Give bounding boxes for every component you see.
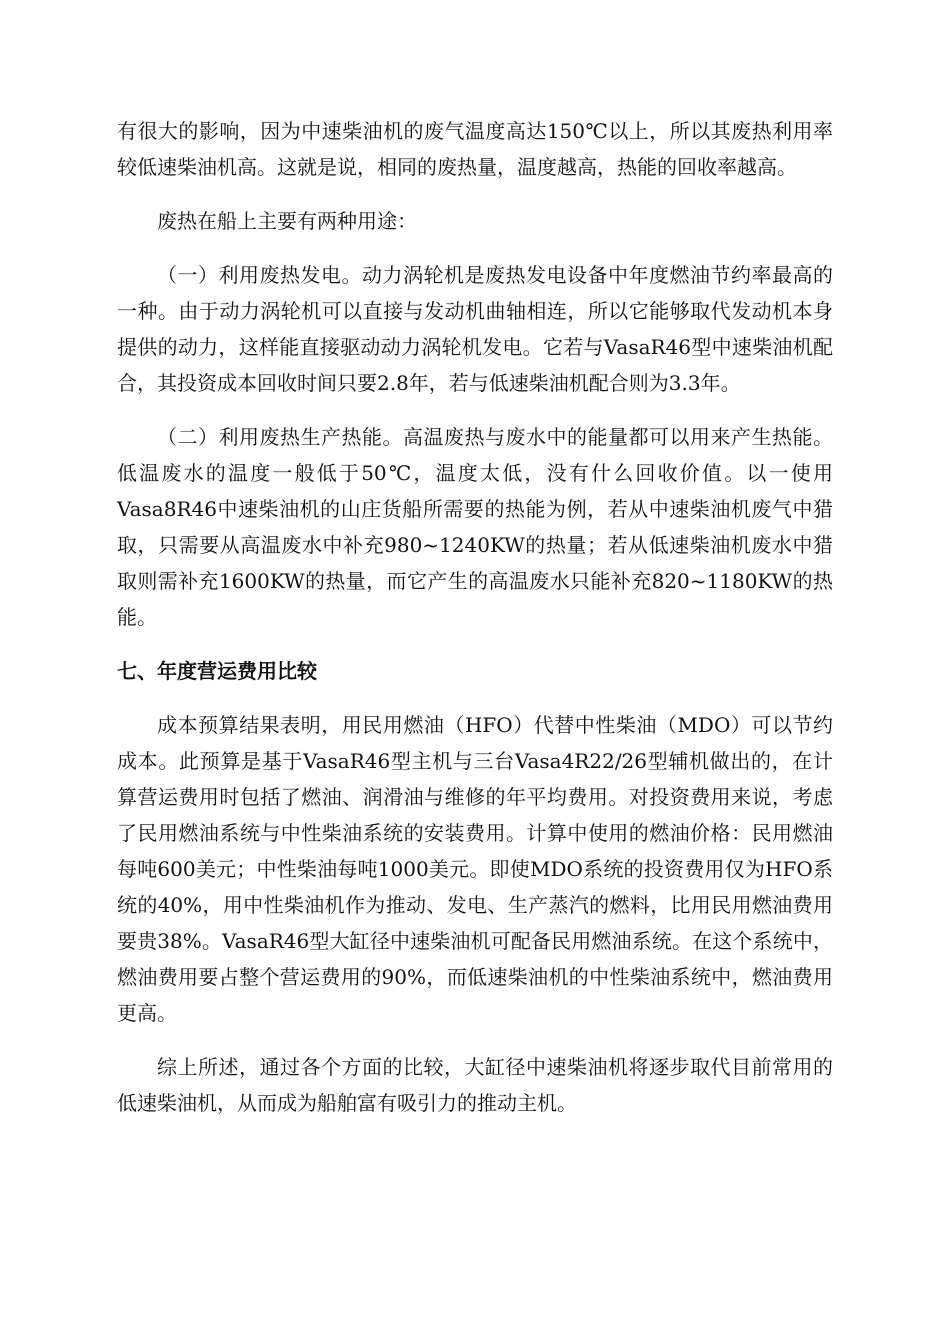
paragraph-waste-heat-temperature: 有很大的影响，因为中速柴油机的废气温度高达150℃以上，所以其废热利用率较低速柴油机高。这就是说，相同的废热量，温度越高，热能的回收率越高。 (117, 119, 833, 179)
paragraph-cost-budget: 成本预算结果表明，用民用燃油（HFO）代替中性柴油（MDO）可以节约成本。此预算是基于VasaR46型主机与三台Vasa4R22/26型辅机做出的，在计算营运费用时包括了燃油、润滑油与维修的年平均费用。对投资费用来说，考虑了民用燃油系统与中性柴油系统的安装费用。计算中使用的燃油价格：民用燃油每吨600美元；中性柴油每吨1000美元。即使MDO系统的投资费用仅为HFO系统的40%，用中性柴油机作为推动、发电、生产蒸汽的燃料，比用民用燃油费用要贵38%。VasaR46型大缸径中速柴油机可配备民用燃油系统。在这个系统中，燃油费用要占整个营运费用的90%，而低速柴油机的中性柴油系统中，燃油费用更高。 (117, 713, 833, 1025)
section-heading-annual-operating-cost: 七、年度营运费用比较 (117, 659, 317, 683)
document-body (117, 113, 833, 1139)
paragraph-power-generation: （一）利用废热发电。动力涡轮机是废热发电设备中年度燃油节约率最高的一种。由于动力涡轮机可以直接与发动机曲轴相连，所以它能够取代发动机本身提供的动力，这样能直接驱动动力涡轮机发电。它若与VasaR46型中速柴油机配合，其投资成本回收时间只要2.8年，若与低速柴油机配合则为3.3年。 (117, 263, 833, 395)
paragraph-waste-heat-uses: 废热在船上主要有两种用途： (157, 209, 417, 233)
paragraph-heat-production: （二）利用废热生产热能。高温废热与废水中的能量都可以用来产生热能。低温废水的温度一般低于50℃，温度太低，没有什么回收价值。以一使用Vasa8R46中速柴油机的山庄货船所需要的热能为例，若从中速柴油机废气中猎取，只需要从高温废水中补充980~1240KW的热量；若从低速柴油机废水中猎取则需补充1600KW的热量，而它产生的高温废水只能补充820~1180KW的热能。 (117, 425, 833, 629)
paragraph-conclusion: 综上所述，通过各个方面的比较，大缸径中速柴油机将逐步取代目前常用的低速柴油机，从而成为船舶富有吸引力的推动主机。 (117, 1055, 833, 1115)
